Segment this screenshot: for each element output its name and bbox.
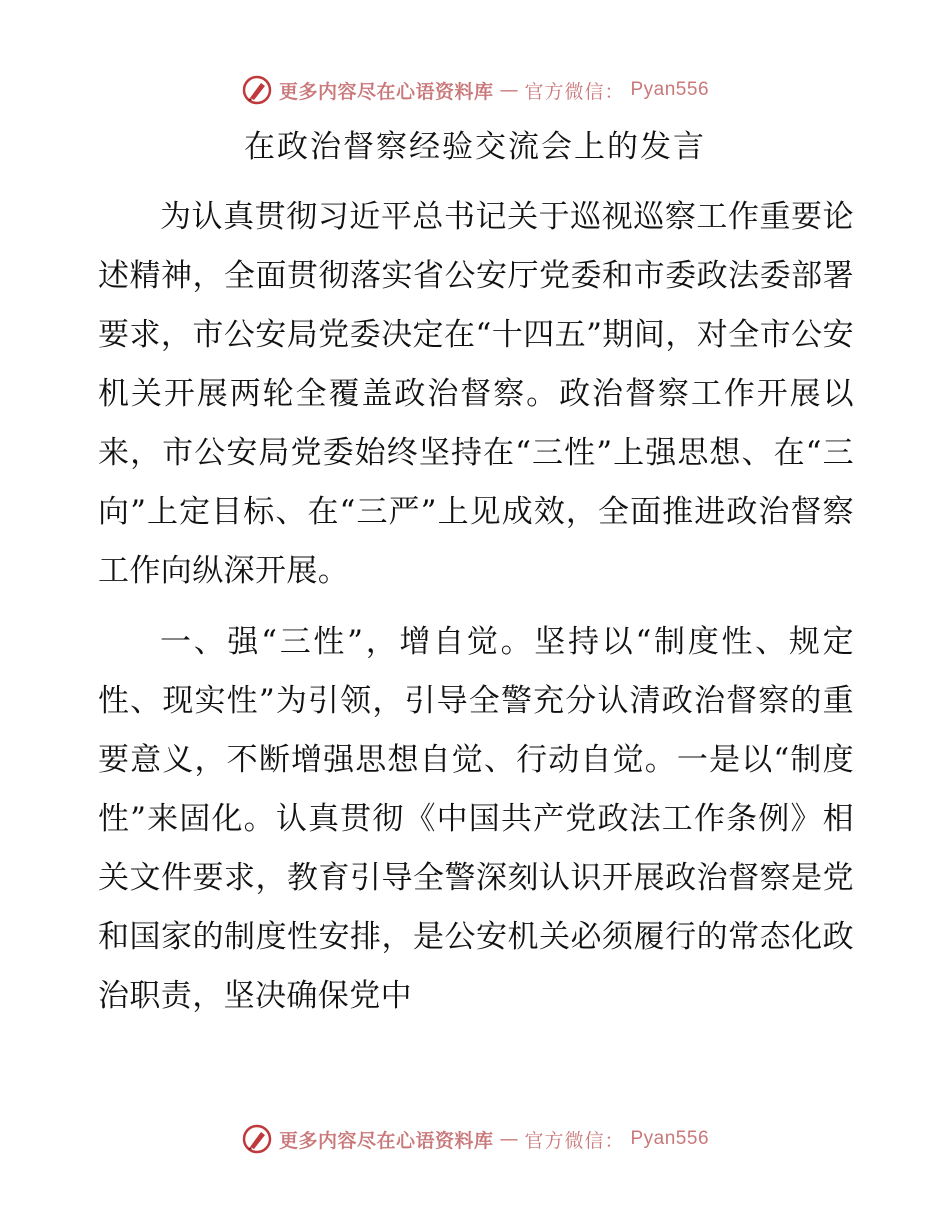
watermark-wechat-label: 官方微信：: [524, 1129, 625, 1152]
body-paragraph-intro: 为认真贯彻习近平总书记关于巡视巡察工作重要论述精神，全面贯彻落实省公安厅党委和市委政法委部署要求，市公安局党委决定在“十四五”期间，对全市公安机关开展两轮全覆盖政治督察。政治督察工作开展以来，市公安局党委始终坚持在“三性”上强思想、在“三向”上定目标、在“三严”上见成效，全面推进政治督察工作向纵深开展。: [98, 199, 854, 589]
document-body: [98, 188, 854, 1026]
watermark-separator: —: [499, 1128, 519, 1150]
watermark-text: 更多内容尽在心语资料库: [278, 1129, 494, 1152]
watermark-wechat-id: Pyan556: [630, 1128, 710, 1149]
footer-watermark: [0, 1123, 950, 1155]
watermark-separator: —: [499, 79, 519, 101]
document-title: 在政治督察经验交流会上的发言: [244, 129, 706, 165]
watermark-text: 更多内容尽在心语资料库: [278, 80, 494, 103]
watermark-wechat-id: Pyan556: [630, 79, 710, 100]
pen-nib-icon: [241, 1123, 273, 1155]
pen-nib-icon: [241, 74, 273, 106]
header-watermark: [0, 74, 950, 106]
body-paragraph-section-one: 一、强“三性”，增自觉。坚持以“制度性、规定性、现实性”为引领，引导全警充分认清政治督察的重要意义，不断增强思想自觉、行动自觉。一是以“制度性”来固化。认真贯彻《中国共产党政法工作条例》相关文件要求，教育引导全警深刻认识开展政治督察是党和国家的制度性安排，是公安机关必须履行的常态化政治职责，坚决确保党中: [98, 624, 854, 1014]
watermark-wechat-label: 官方微信：: [524, 80, 625, 103]
